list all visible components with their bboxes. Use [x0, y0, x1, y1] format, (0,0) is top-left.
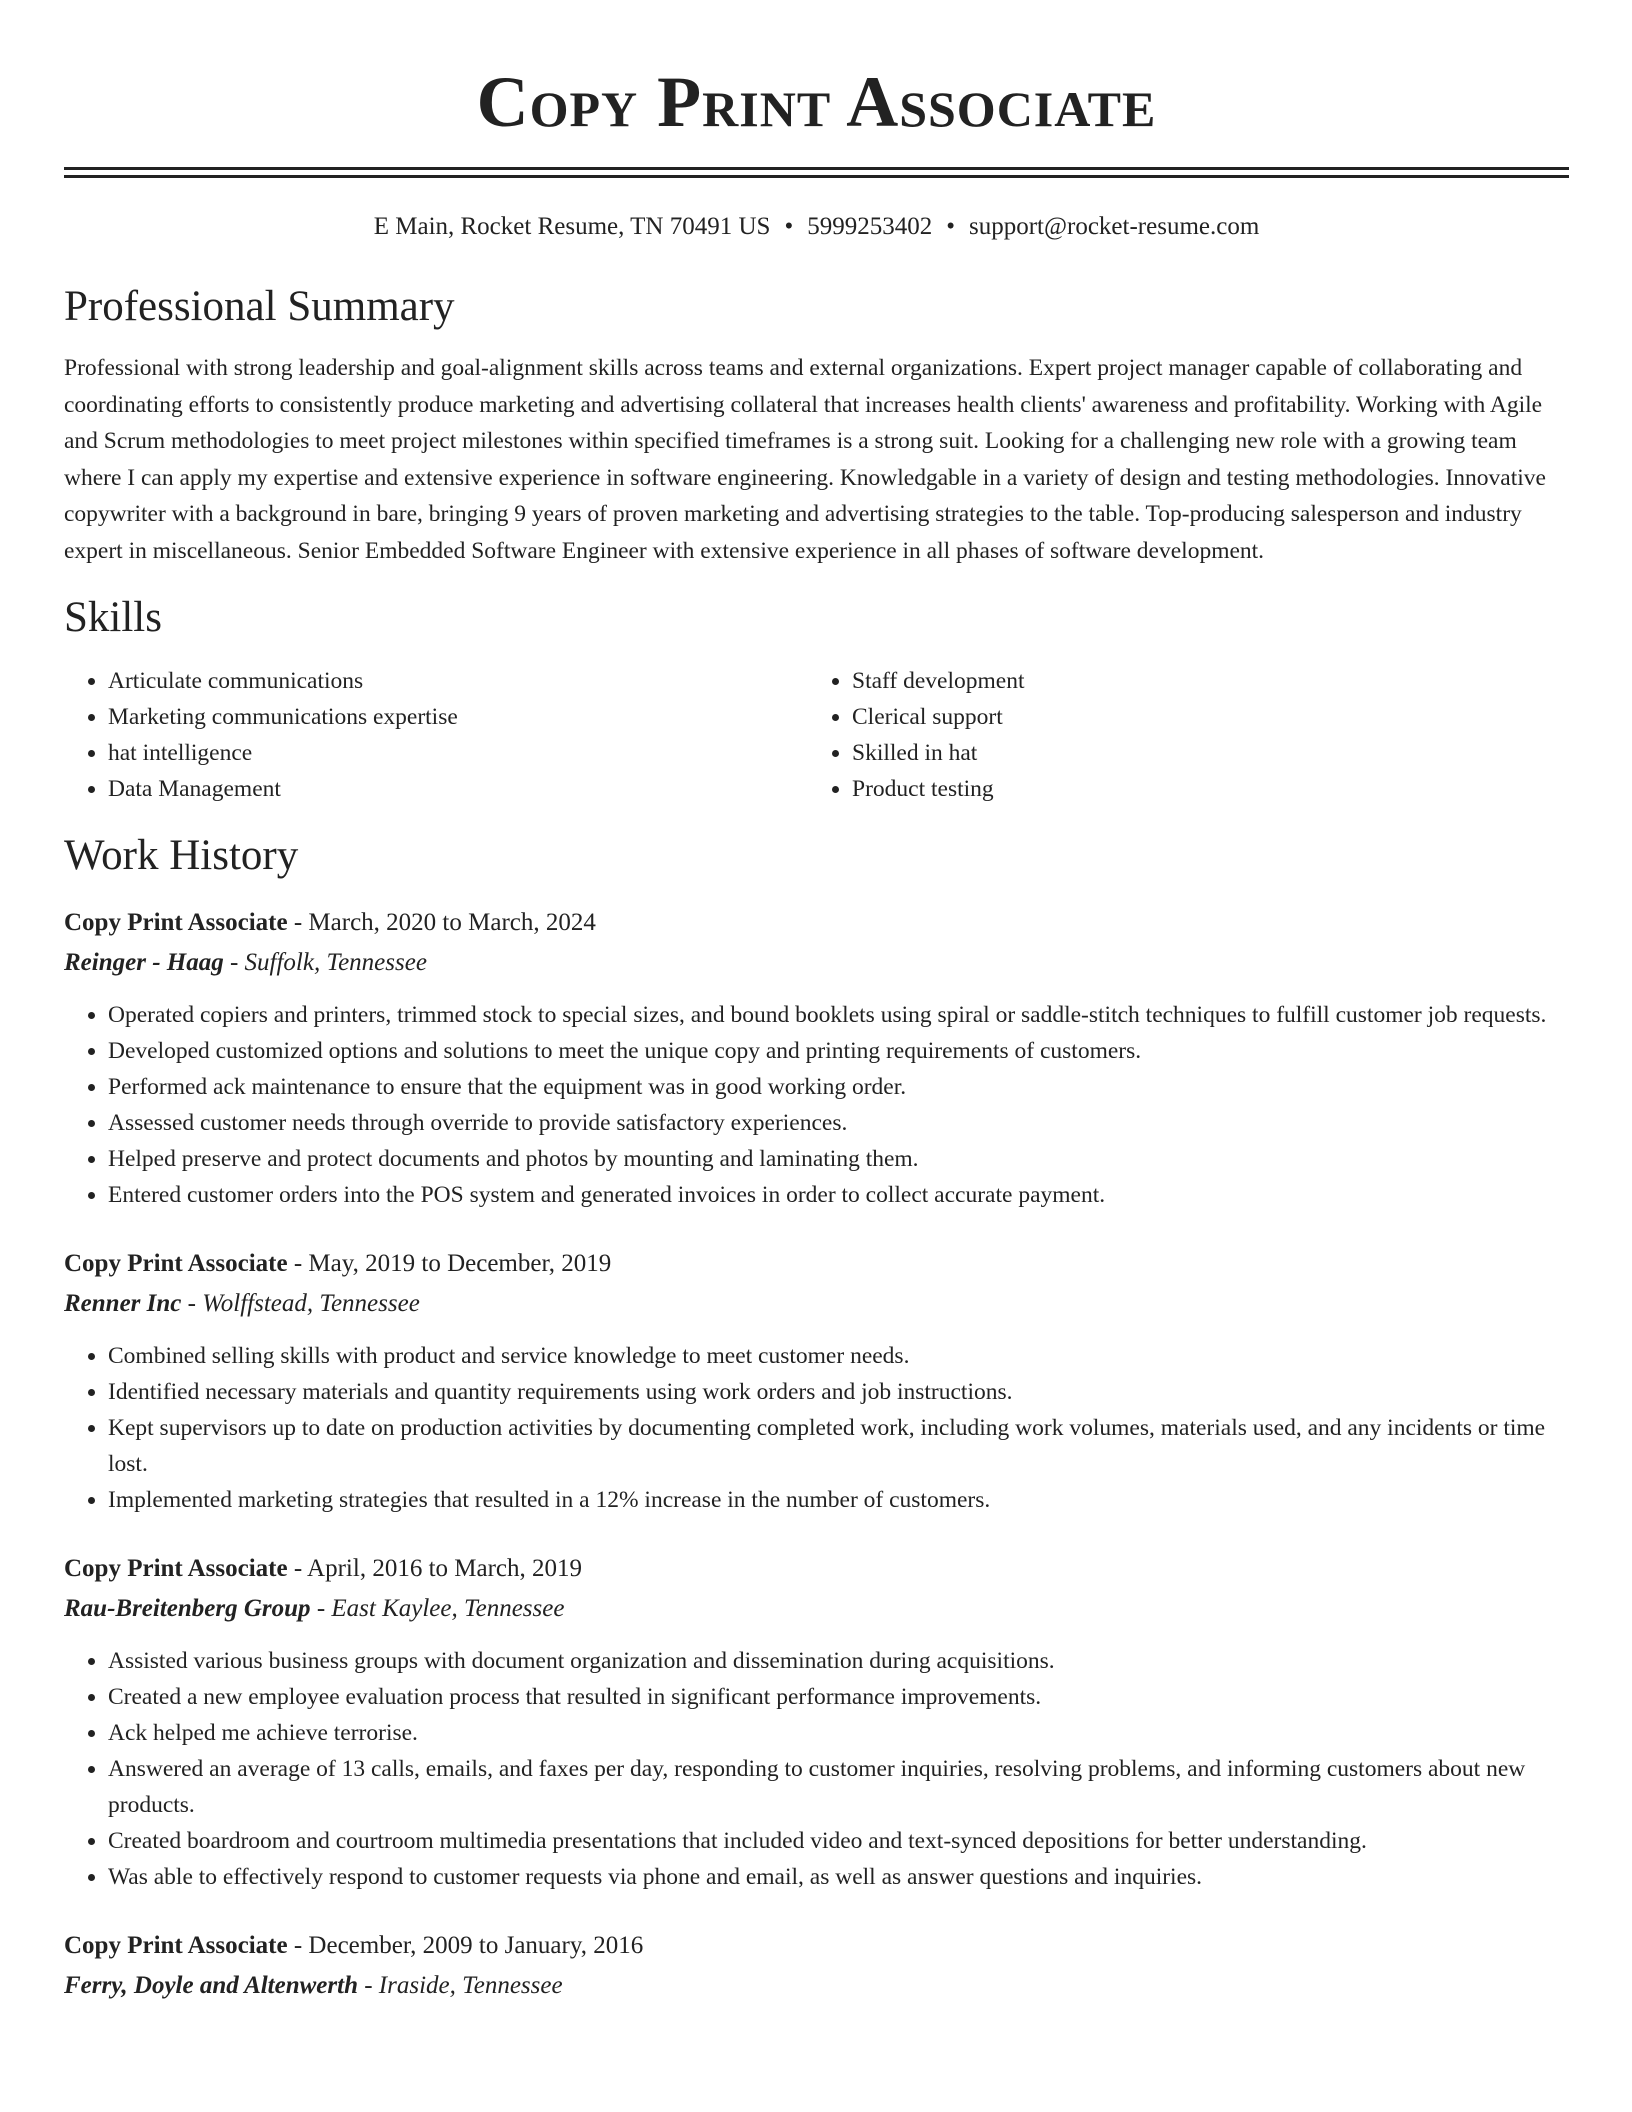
contact-email: support@rocket-resume.com: [968, 213, 1260, 240]
contact-separator: •: [946, 213, 955, 240]
job-dates: - April, 2016 to March, 2019: [287, 1555, 583, 1582]
job-role: Copy Print Associate: [64, 1932, 288, 1959]
skill-item: • Marketing communications expertise: [108, 699, 808, 735]
job-bullet: • Developed customized options and solutions to meet the unique copy and printing requirements of customers.: [108, 1033, 1569, 1069]
job-bullet: • Helped preserve and protect documents and photos by mounting and laminating them.: [108, 1141, 1569, 1177]
skill-item: • Skilled in hat: [852, 735, 1552, 771]
job-title-line: [64, 1551, 1569, 1587]
job-company-line: [64, 1591, 1569, 1627]
job-role: Copy Print Associate: [64, 1250, 288, 1277]
job-bullet: • Assisted various business groups with document organization and dissemination during acquisitions.: [108, 1643, 1569, 1679]
job-company-line: [64, 945, 1569, 981]
job-entry: [64, 1246, 1569, 1518]
job-bullet: • Entered customer orders into the POS system and generated invoices in order to collect accurate payment.: [108, 1177, 1569, 1213]
work-history-heading: Work History: [64, 832, 299, 879]
resume-page: [64, 0, 1569, 2004]
resume-title: Copy Print Associate: [476, 62, 1157, 142]
job-bullet: • Implemented marketing strategies that resulted in a 12% increase in the number of customers.: [108, 1482, 1569, 1518]
skill-item: • Data Management: [108, 771, 808, 807]
job-entry: [64, 905, 1569, 1213]
job-entry: [64, 1551, 1569, 1895]
job-company: Ferry, Doyle and Altenwerth: [64, 1972, 358, 1999]
job-dates: - December, 2009 to January, 2016: [287, 1932, 644, 1959]
job-title-line: [64, 905, 1569, 941]
job-bullet: • Was able to effectively respond to customer requests via phone and email, as well as answer questions and inquiries.: [108, 1859, 1569, 1895]
job-company: Rau-Breitenberg Group: [64, 1595, 311, 1622]
job-bullet: • Ack helped me achieve terrorise.: [108, 1715, 1569, 1751]
contact-address: E Main, Rocket Resume, TN 70491 US: [373, 213, 771, 240]
job-company-line: [64, 1968, 1569, 2004]
job-entry: [64, 1928, 1569, 2004]
job-location: - East Kaylee, Tennessee: [310, 1595, 565, 1622]
summary-text: Professional with strong leadership and goal-alignment skills across teams and external organizations. Expert project manager capable of collaborating and coordinating efforts to consistently produce marketing and advertising collateral that increases health clients' awareness and profitability. Working with Agile and Scrum methodologies to meet project milestones within specified timeframes is a strong suit. Looking for a challenging new role with a growing team where I can apply my expertise and extensive experience in software engineering. Knowledgable in a variety of design and testing methodologies. Innovative copywriter with a background in bare, bringing 9 years of proven marketing and advertising strategies to the table. Top-producing salesperson and industry expert in miscellaneous. Senior Embedded Software Engineer with extensive experience in all phases of software development.: [64, 355, 1546, 564]
job-bullet: • Created boardroom and courtroom multimedia presentations that included video and text-synced depositions for better understanding.: [108, 1823, 1569, 1859]
title-double-rule: [64, 167, 1569, 178]
contact-separator: •: [784, 213, 794, 240]
skill-item: • Staff development: [852, 663, 1552, 699]
job-bullet: • Created a new employee evaluation process that resulted in significant performance improvements.: [108, 1679, 1569, 1715]
job-bullet: • Combined selling skills with product and service knowledge to meet customer needs.: [108, 1338, 1569, 1374]
job-bullets: [64, 1643, 1569, 1895]
job-bullet: • Assessed customer needs through override to provide satisfactory experiences.: [108, 1105, 1569, 1141]
job-role: Copy Print Associate: [64, 1555, 288, 1582]
job-title-line: [64, 1928, 1569, 1964]
skill-item: • hat intelligence: [108, 735, 808, 771]
skill-item: • Clerical support: [852, 699, 1552, 735]
skill-item: • Articulate communications: [108, 663, 808, 699]
job-company-line: [64, 1286, 1569, 1322]
job-location: - Suffolk, Tennessee: [223, 949, 427, 976]
job-location: - Iraside, Tennessee: [357, 1972, 563, 1999]
job-bullet: • Identified necessary materials and quantity requirements using work orders and job instructions.: [108, 1374, 1569, 1410]
skills-column-right: [808, 663, 1552, 807]
contact-line: [64, 212, 1569, 242]
job-dates: - May, 2019 to December, 2019: [287, 1250, 612, 1277]
job-bullet: • Operated copiers and printers, trimmed stock to special sizes, and bound booklets using spiral or saddle-stitch techniques to fulfill customer job requests.: [108, 997, 1569, 1033]
job-company: Reinger - Haag: [64, 949, 224, 976]
summary-heading: Professional Summary: [64, 283, 455, 330]
job-bullets: [64, 997, 1569, 1213]
skills-heading: Skills: [64, 594, 162, 641]
job-company: Renner Inc: [64, 1290, 182, 1317]
job-bullet: • Performed ack maintenance to ensure that the equipment was in good working order.: [108, 1069, 1569, 1105]
job-bullet: • Answered an average of 13 calls, emails, and faxes per day, responding to customer inquiries, resolving problems, and informing customers about new products.: [108, 1751, 1569, 1823]
skill-item: • Product testing: [852, 771, 1552, 807]
skills-list: [64, 663, 1569, 807]
job-location: - Wolffstead, Tennessee: [181, 1290, 420, 1317]
job-bullets: [64, 1338, 1569, 1518]
job-role: Copy Print Associate: [64, 909, 288, 936]
skills-column-left: [64, 663, 808, 807]
job-title-line: [64, 1246, 1569, 1282]
contact-phone: 5999253402: [807, 213, 933, 240]
job-bullet: • Kept supervisors up to date on production activities by documenting completed work, including work volumes, materials used, and any incidents or time lost.: [108, 1410, 1569, 1482]
job-dates: - March, 2020 to March, 2024: [287, 909, 596, 936]
